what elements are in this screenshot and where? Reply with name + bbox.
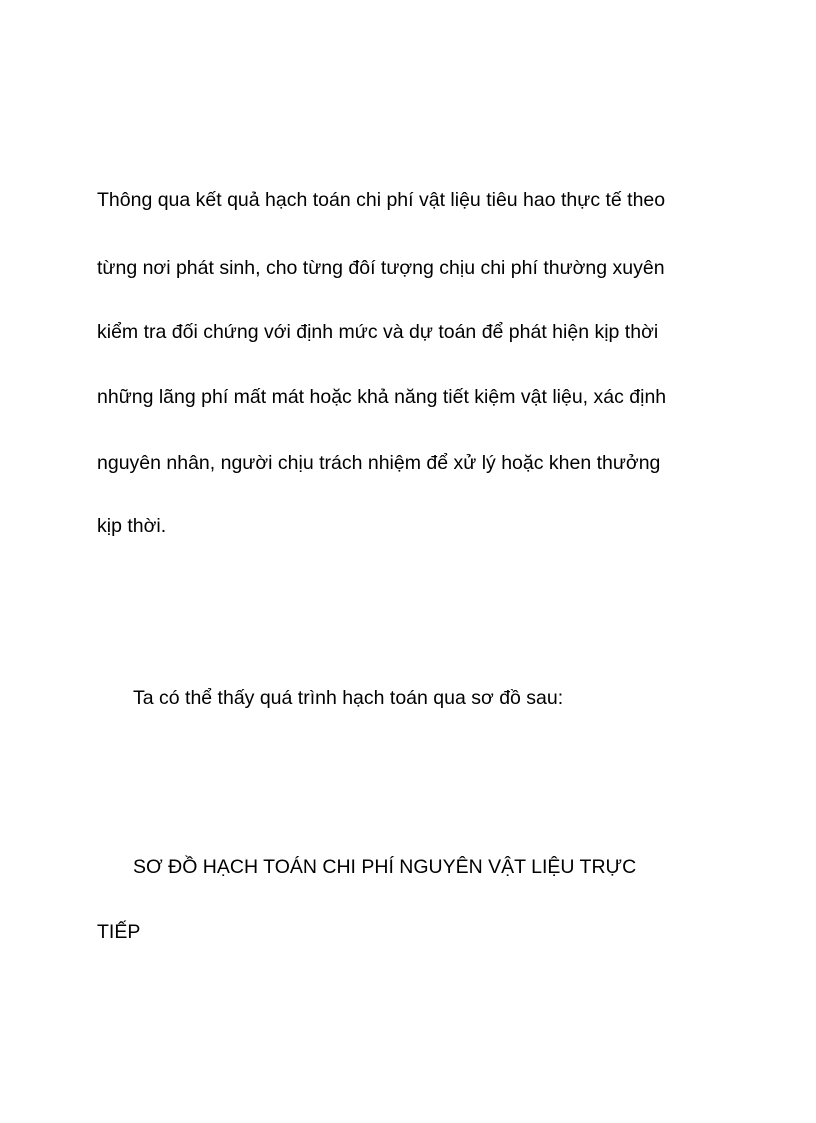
paragraph-line: từng nơi phát sinh, cho từng đôí tượng chịu chi phí thường xuyên [97, 257, 665, 279]
paragraph-line: Thông qua kết quả hạch toán chi phí vật liệu tiêu hao thực tế theo [97, 189, 666, 211]
diagram-heading-continued: TIẾP [97, 921, 141, 943]
paragraph-line: kịp thời. [97, 515, 167, 537]
paragraph-line: kiểm tra đối chứng với định mức và dự toán để phát hiện kịp thời [97, 321, 659, 343]
intro-sentence: Ta có thể thấy quá trình hạch toán qua sơ đồ sau: [133, 687, 564, 709]
paragraph-line: những lãng phí mất mát hoặc khả năng tiết kiệm vật liệu, xác định [97, 386, 667, 408]
diagram-heading: SƠ ĐỒ HẠCH TOÁN CHI PHÍ NGUYÊN VẬT LIỆU TRỰC [133, 856, 637, 878]
paragraph-line: nguyên nhân, người chịu trách nhiệm để xử lý hoặc khen thưởng [97, 452, 661, 474]
